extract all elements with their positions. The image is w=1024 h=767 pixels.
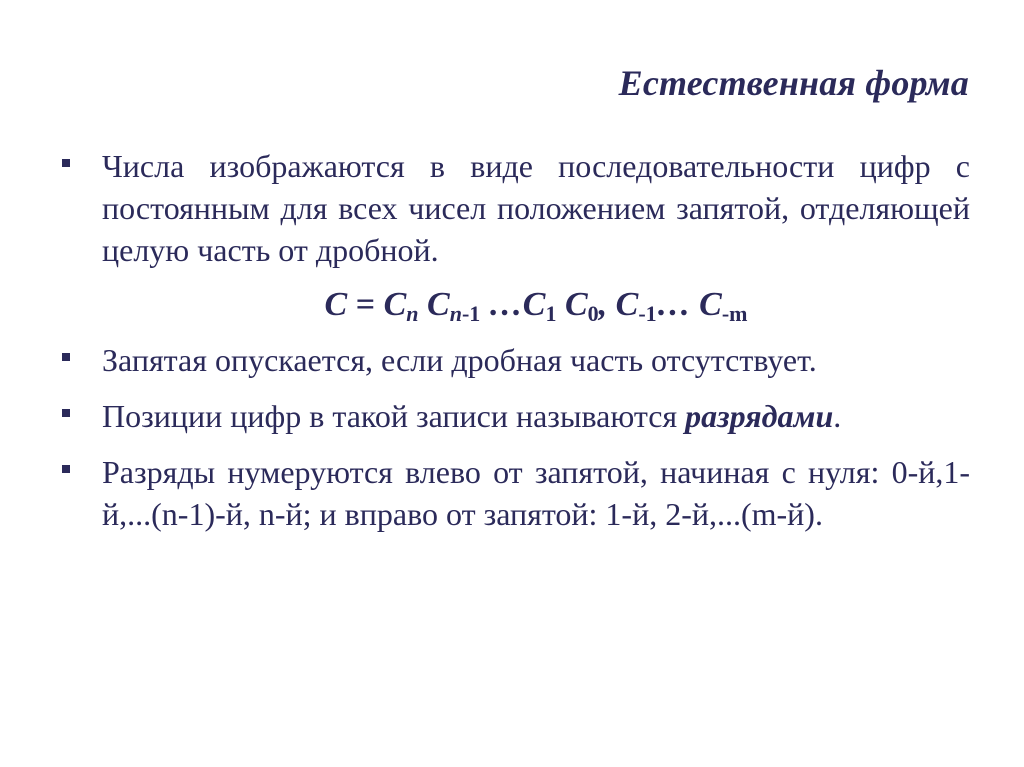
formula-subscript: [450, 301, 481, 326]
bullet-text: Числа изображаются в виде последовательности цифр с постоянным для всех чисел положением запятой, отделяющей целую часть от дробной.: [102, 148, 970, 268]
bullet-item: [60, 395, 970, 437]
formula-equals: =: [347, 286, 384, 323]
formula-subscript: -m: [721, 301, 748, 326]
bullet-item: [60, 451, 970, 535]
slide-title: Естественная форма: [618, 63, 969, 103]
bullet-text: Разряды нумеруются влево от запятой, начиная с нуля: 0-й,1-й,...(n-1)-й, n-й; и вправо от запятой: 1-й, 2-й,...(m-й).: [102, 454, 970, 532]
formula-subscript: 0: [587, 301, 599, 326]
square-bullet-icon: [62, 159, 70, 167]
formula-term: …C: [480, 286, 546, 323]
bullet-term-emphasis: разрядами: [685, 398, 834, 434]
formula-subscript-offset: -1: [461, 301, 481, 326]
formula-term: C: [418, 286, 450, 323]
formula-term: C: [556, 286, 588, 323]
bullet-item: [60, 339, 970, 381]
square-bullet-icon: [62, 409, 70, 417]
formula-term: , C: [598, 286, 639, 323]
formula: [60, 285, 970, 325]
square-bullet-icon: [62, 353, 70, 361]
formula-term: C: [383, 286, 407, 323]
bullet-text: Позиции цифр в такой записи называются: [102, 398, 686, 434]
bullet-text: Запятая опускается, если дробная часть отсутствует.: [102, 342, 817, 378]
formula-lhs: C: [324, 286, 348, 323]
slide-content: [60, 145, 970, 553]
formula-subscript: -1: [638, 301, 657, 326]
formula-subscript: 1: [545, 301, 557, 326]
bullet-text: .: [833, 398, 842, 434]
square-bullet-icon: [62, 465, 70, 473]
bullet-item: [60, 145, 970, 271]
formula-term: … C: [656, 286, 722, 323]
formula-subscript-index: n: [449, 301, 462, 326]
formula-subscript: n: [406, 301, 419, 326]
